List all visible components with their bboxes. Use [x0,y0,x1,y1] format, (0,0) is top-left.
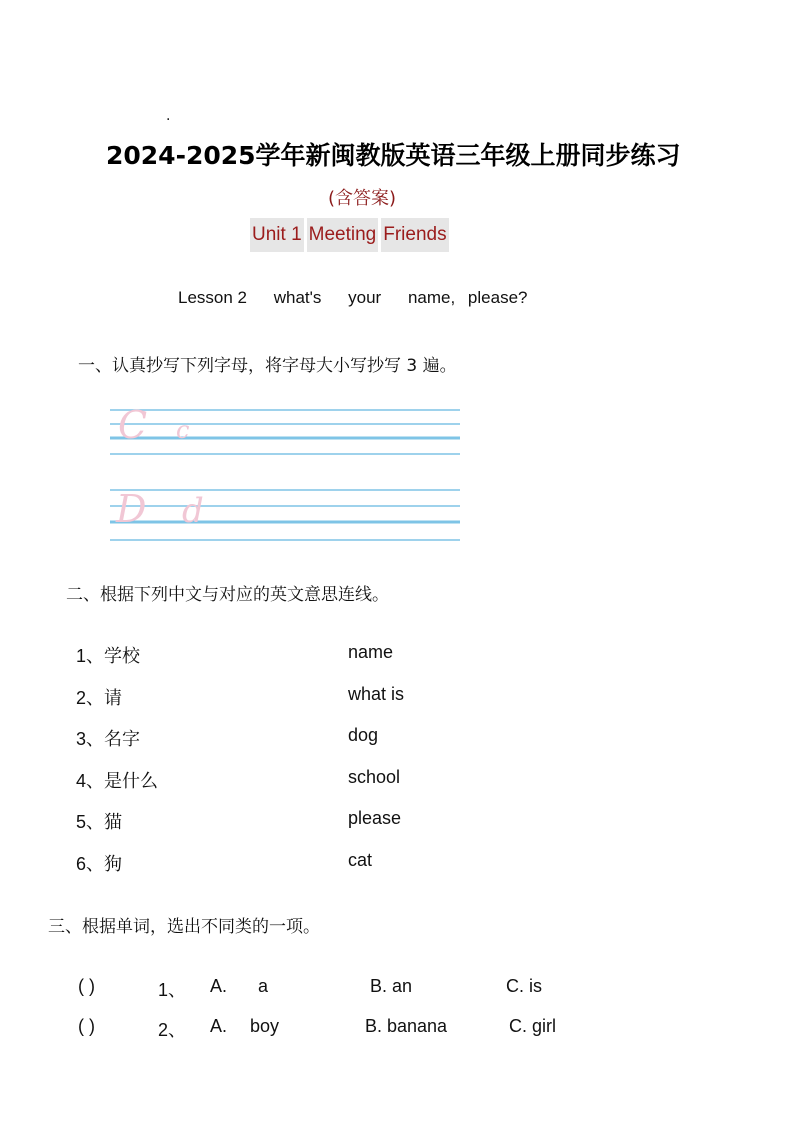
question-number: 2、 [158,1020,187,1040]
page-title: 2024-2025学年新闽教版英语三年级上册同步练习 [106,141,681,170]
lesson-number: Lesson 2 [178,288,247,307]
match-right-item: name [348,642,394,662]
letter-lower-c: c [176,416,190,444]
stray-dot: . [166,108,171,124]
letter-upper-c: C [118,403,148,447]
match-left-item: 5、猫 [76,812,123,832]
section-2-heading: 二、根据下列中文与对应的英文意思连线。 [66,585,389,605]
letter-lower-d: d [182,491,204,531]
lesson-word: your [348,288,382,307]
match-left-item: 4、是什么 [76,771,159,791]
answer-blank[interactable]: ( ) [78,1016,95,1036]
option-b: B. an [370,976,413,996]
option-a-label: A. [210,1016,228,1036]
section-1-heading: 一、认真抄写下列字母，将字母大小写抄写 3 遍。 [78,356,457,376]
match-right-item: please [348,808,402,828]
answer-blank[interactable]: ( ) [78,976,95,996]
match-left-item: 6、狗 [76,854,123,874]
match-left-item: 2、请 [76,688,123,708]
unit-banner [250,218,449,252]
match-right-item: what is [348,684,405,704]
question-number: 1、 [158,980,187,1000]
lesson-word: what's [273,288,322,307]
unit-number: Unit 1 [250,218,304,252]
lesson-word: name, [407,288,456,307]
match-right-item: dog [348,725,379,745]
letter-upper-d: D [116,487,147,531]
lesson-title [178,288,549,308]
match-right-item: cat [348,850,373,870]
option-c: C. is [506,976,542,996]
handwriting-lines [110,400,460,550]
lesson-word: please? [467,288,528,307]
option-b: B. banana [365,1016,448,1036]
match-left-item: 3、名字 [76,729,141,749]
option-a-text: boy [250,1016,280,1036]
page-subtitle: (含答案) [328,188,397,209]
option-a-label: A. [210,976,228,996]
unit-word-meeting: Meeting [307,218,379,252]
option-a-text: a [258,976,269,996]
match-right-item: school [348,767,401,787]
unit-word-friends: Friends [381,218,448,252]
section-3-heading: 三、根据单词，选出不同类的一项。 [48,917,320,937]
option-c: C. girl [509,1016,557,1036]
match-left-item: 1、学校 [76,646,141,666]
